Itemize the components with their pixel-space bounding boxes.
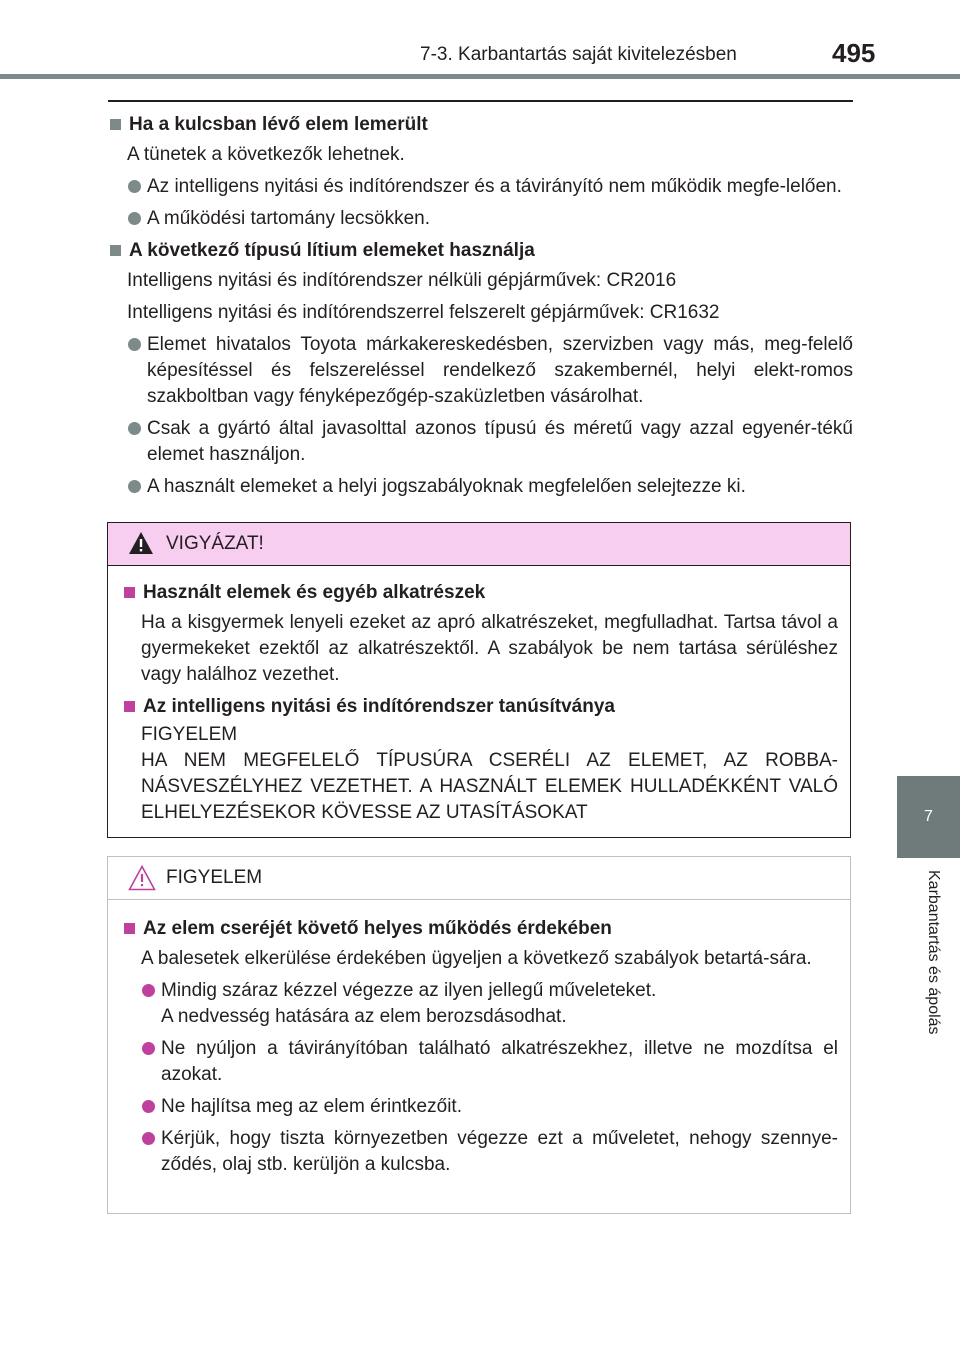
chapter-tab: 7 (897, 776, 960, 858)
list-item: Kérjük, hogy tiszta környezetben végezze ezt a műveletet, nehogy szennye-ződés, olaj stb. kerüljön a kulcsba. (122, 1126, 838, 1178)
circle-bullet-icon (128, 180, 141, 193)
caution-intro: A balesetek elkerülése érdekében ügyeljen a következő szabályok betartá-sára. (141, 948, 812, 969)
list-item: Csak a gyártó által javasolttal azonos típusú és méretű vagy azzal egyenér-tékű elemet használjon. (108, 416, 853, 468)
header-rule (0, 74, 960, 79)
battery-heading: Ha a kulcsban lévő elem lemerült (108, 112, 853, 138)
warning-item-1-heading: Használt elemek és egyéb alkatrészek (122, 580, 838, 606)
square-bullet-icon (124, 587, 135, 598)
warning-item-2-text: HA NEM MEGFELELŐ TÍPUSÚRA CSERÉLI AZ ELEMET, AZ ROBBA-NÁSVESZÉLYHEZ VEZETHET. A HASZNÁLT ELEMEK HULLADÉKKÉNT VALÓ ELHELYEZÉSEKOR KÖVESSE AZ UTASÍTÁSOKAT (141, 750, 838, 823)
warning-item-2-heading: Az intelligens nyitási és indítórendszer tanúsítványa (122, 694, 838, 720)
main-content (108, 108, 853, 500)
square-bullet-icon (110, 119, 121, 130)
caution-header (108, 857, 850, 900)
circle-bullet-icon (142, 1042, 155, 1055)
caution-heading: Az elem cseréjét követő helyes működés érdekében (122, 916, 838, 942)
types-line-1: Intelligens nyitási és indítórendszer nélküli gépjárművek: CR2016 (127, 270, 677, 291)
battery-intro: A tünetek a következők lehetnek. (127, 144, 405, 165)
circle-bullet-icon (128, 212, 141, 225)
top-rule (108, 100, 853, 102)
list-item: Elemet hivatalos Toyota márkakereskedésben, szervizben vagy más, meg-felelő képesítéssel és felszereléssel rendelkező szakembernél, helyi elekt-romos szakboltban vagy fényképezőgép-szaküzletben vásárolhat. (108, 332, 853, 410)
caution-triangle-icon (128, 865, 156, 891)
circle-bullet-icon (142, 1132, 155, 1145)
list-item: Ne hajlítsa meg az elem érintkezőit. (122, 1094, 838, 1120)
warning-item-1-text: Ha a kisgyermek lenyeli ezeket az apró alkatrészeket, megfulladhat. Tartsa távol a gyermekeket ezektől az alkatrészektől. A szabályok be nem tartása sérüléshez vagy halálhoz vezethet. (141, 612, 838, 685)
caution-title: FIGYELEM (166, 867, 263, 888)
square-bullet-icon (124, 923, 135, 934)
square-bullet-icon (110, 245, 121, 256)
types-heading: A következő típusú lítium elemeket használja (108, 238, 853, 264)
chapter-label: Karbantartás és ápolás (925, 870, 942, 1035)
circle-bullet-icon (128, 338, 141, 351)
list-item: A használt elemeket a helyi jogszabályoknak megfelelően selejtezze ki. (108, 474, 853, 500)
circle-bullet-icon (128, 480, 141, 493)
list-item: Ne nyúljon a távirányítóban található alkatrészekhez, illetve ne mozdítsa el azokat. (122, 1036, 838, 1088)
warning-title: VIGYÁZAT! (166, 533, 264, 554)
circle-bullet-icon (142, 1100, 155, 1113)
warning-triangle-icon (128, 531, 154, 555)
circle-bullet-icon (128, 422, 141, 435)
circle-bullet-icon (142, 984, 155, 997)
warning-item-2-label: FIGYELEM (141, 724, 238, 745)
list-item: Mindig száraz kézzel végezze az ilyen jellegű műveleteket. A nedvesség hatására az elem berozsdásodhat. (122, 978, 838, 1030)
warning-header (108, 523, 850, 566)
list-item: Az intelligens nyitási és indítórendszer és a távirányító nem működik megfe-lelően. (108, 174, 853, 200)
warning-box (107, 522, 851, 838)
caution-box (107, 856, 851, 1214)
list-item: A működési tartomány lecsökken. (108, 206, 853, 232)
section-title: 7-3. Karbantartás saját kivitelezésben (420, 44, 737, 65)
page-number: 495 (832, 38, 876, 68)
square-bullet-icon (124, 701, 135, 712)
types-line-2: Intelligens nyitási és indítórendszerrel felszerelt gépjárművek: CR1632 (127, 302, 720, 323)
